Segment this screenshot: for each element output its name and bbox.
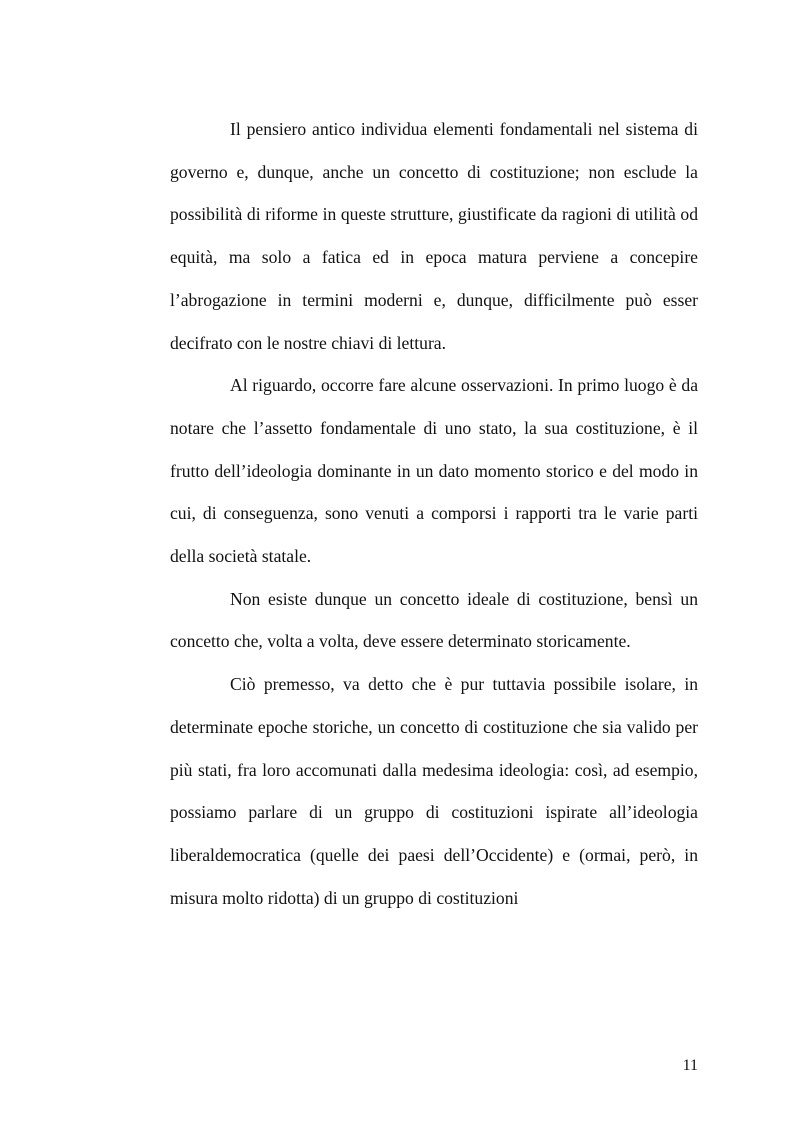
paragraph-3: Non esiste dunque un concetto ideale di costituzione, bensì un concetto che, volta a volta, deve essere determinato storicamente. [170,588,698,652]
paragraph-2: Al riguardo, occorre fare alcune osservazioni. In primo luogo è da notare che l’assetto fondamentale di uno stato, la sua costituzione, è il frutto dell’ideologia dominante in un dato momento storico e del modo in cui, di conseguenza, sono venuti a comporsi i rapporti tra le varie parti della società statale. [170,375,698,567]
page-number: 11 [682,1057,698,1074]
body-text [170,108,698,919]
paragraph-4: Ciò premesso, va detto che è pur tuttavia possibile isolare, in determinate epoche storiche, un concetto di costituzione che sia valido per più stati, fra loro accomunati dalla medesima ideologia: così, ad esempio, possiamo parlare di un gruppo di costituzioni ispirate all’ideologia liberaldemocratica (quelle dei paesi dell’Occidente) e (ormai, però, in misura molto ridotta) di un gruppo di costituzioni [170,674,698,908]
paragraph-1: Il pensiero antico individua elementi fondamentali nel sistema di governo e, dunque, anche un concetto di costituzione; non esclude la possibilità di riforme in queste strutture, giustificate da ragioni di utilità od equità, ma solo a fatica ed in epoca matura perviene a concepire l’abrogazione in termini moderni e, dunque, difficilmente può esser decifrato con le nostre chiavi di lettura. [170,119,698,353]
